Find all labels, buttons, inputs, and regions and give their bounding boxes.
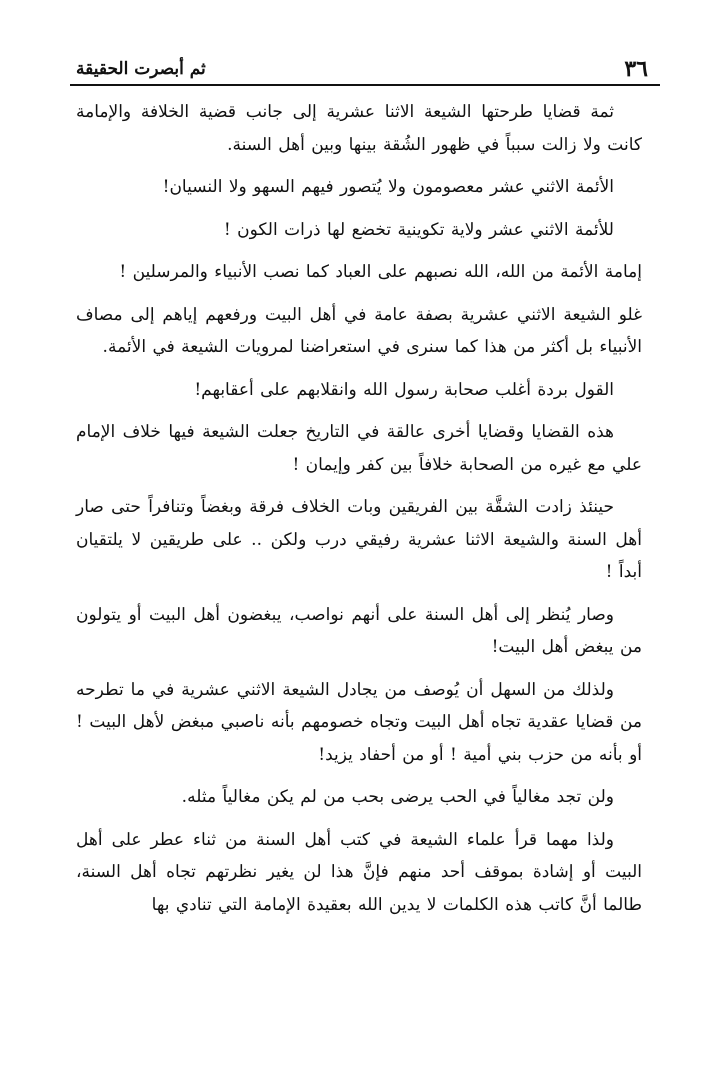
paragraph: غلو الشيعة الاثني عشرية بصفة عامة في أهل البيت ورفعهم إياهم إلى مصاف الأنبياء بل أكثر من هذا كما سنرى في استعراضنا لمرويات الشيعة في الأئمة. — [76, 304, 642, 357]
page-header — [70, 50, 660, 82]
page-number: ٣٦ — [624, 56, 648, 82]
paragraph: ثمة قضايا طرحتها الشيعة الاثنا عشرية إلى جانب قضية الخلافة والإمامة كانت ولا زالت سبباً في ظهور الشُقة بينها وبين أهل السنة. — [76, 102, 642, 155]
paragraph: إمامة الأئمة من الله، الله نصبهم على العباد كما نصب الأنبياء والمرسلين ! — [119, 262, 642, 282]
paragraph: هذه القضايا وقضايا أخرى عالقة في التاريخ جعلت الشيعة فيها خلاف الإمام علي مع غيره من الصحابة خلافاً بين كفر وإيمان ! — [76, 422, 642, 475]
paragraph: القول بردة أغلب صحابة رسول الله وانقلابهم على أعقابهم! — [194, 379, 614, 400]
body-text — [76, 92, 642, 927]
paragraph: وصار يُنظر إلى أهل السنة على أنهم نواصب، يبغضون أهل البيت أو يتولون من يبغض أهل البيت! — [76, 604, 642, 657]
paragraph: ولن تجد مغالياً في الحب يرضى بحب من لم يكن مغالياً مثله. — [181, 787, 614, 807]
running-title: ثم أبصرت الحقيقة — [76, 59, 206, 79]
header-rule — [70, 84, 660, 86]
paragraph: الأئمة الاثني عشر معصومون ولا يُتصور فيهم السهو ولا النسيان! — [162, 177, 614, 197]
paragraph: ولذا مهما قرأ علماء الشيعة في كتب أهل السنة من ثناء عطر على أهل البيت أو إشادة بموقف أحد منهم فإنَّ هذا لن يغير نظرتهم تجاه أهل السنة، طالما أنَّ كاتب هذه الكلمات لا يدين الله بعقيدة الإمامة التي تنادي بها — [76, 829, 642, 915]
paragraph: ولذلك من السهل أن يُوصف من يجادل الشيعة الاثني عشرية في ما تطرحه من قضايا عقدية تجاه أهل البيت وتجاه خصومهم بأنه ناصبي مبغض لأهل البيت ! أو بأنه من حزب بني أمية ! أو من أحفاد يزيد! — [76, 679, 642, 765]
paragraph: حينئذ زادت الشقَّة بين الفريقين وبات الخلاف فرقة وبغضاً وتنافراً حتى صار أهل السنة والشيعة الاثنا عشرية رفيقي درب ولكن .. على طريقين لا يلتقيان أبداً ! — [76, 497, 642, 582]
paragraph: للأئمة الاثني عشر ولاية تكوينية تخضع لها ذرات الكون ! — [223, 219, 614, 240]
